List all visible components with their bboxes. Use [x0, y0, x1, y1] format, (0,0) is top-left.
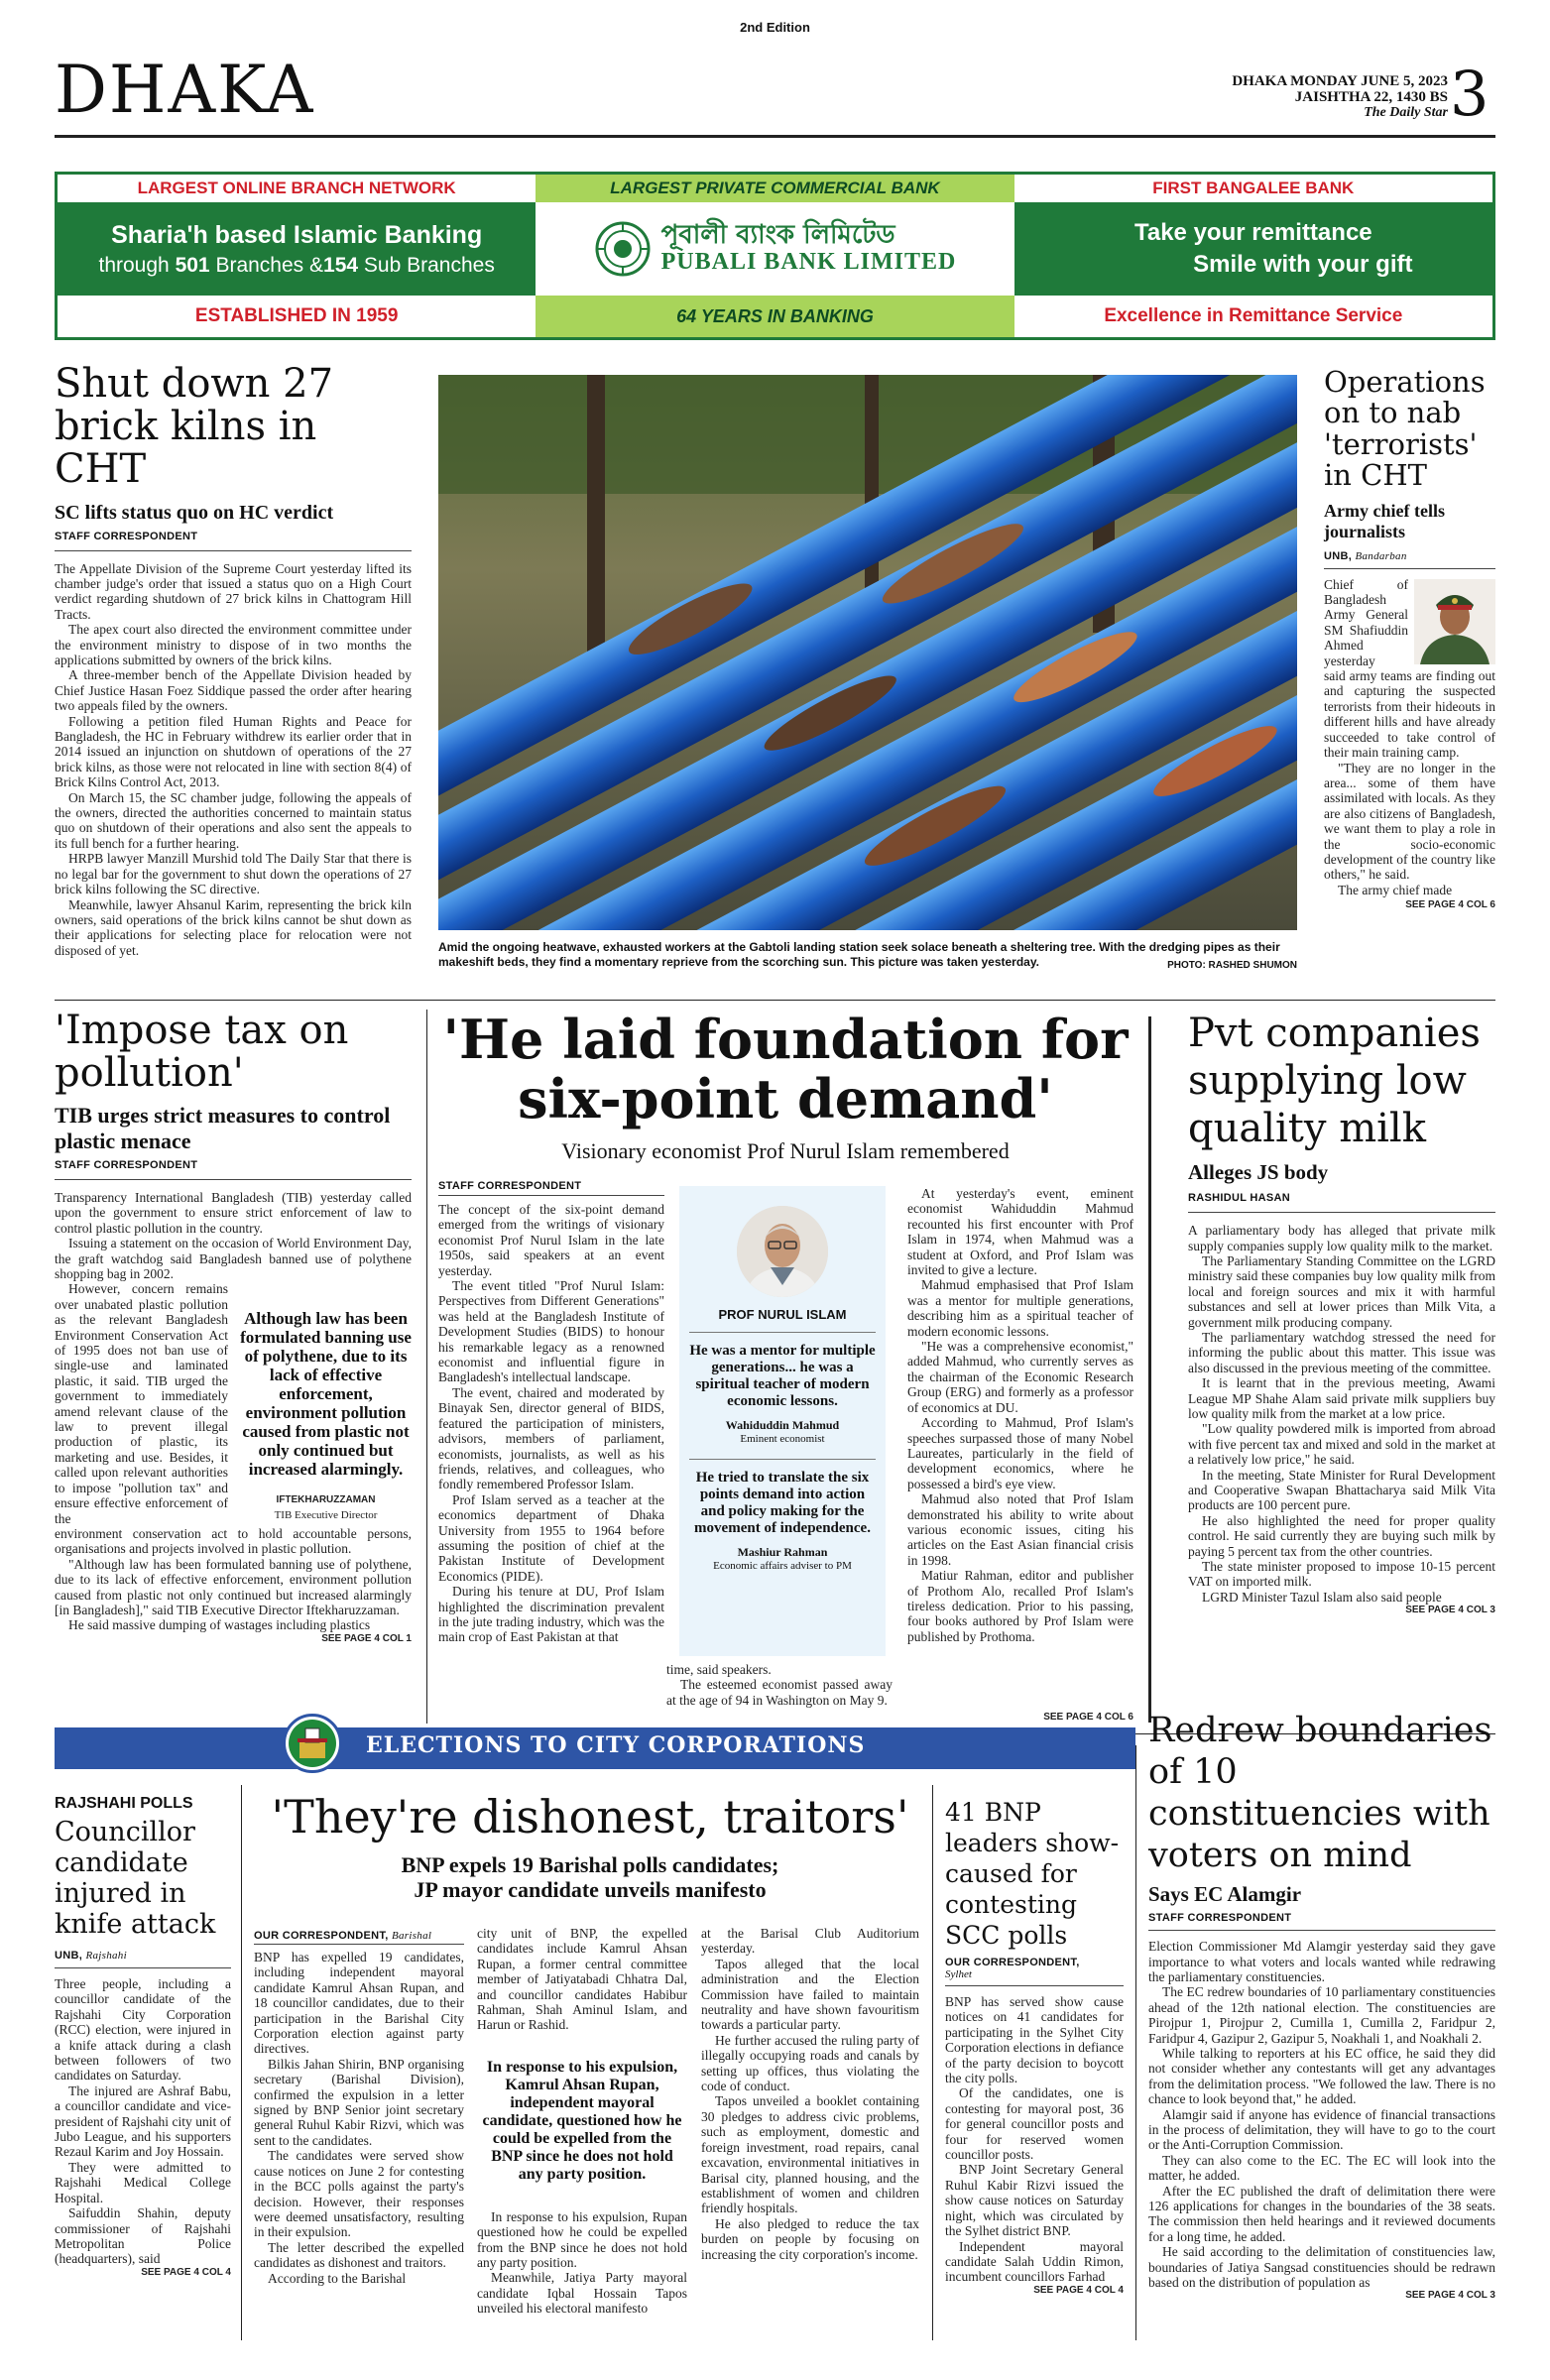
photo-caption: Amid the ongoing heatwave, exhausted workers at the Gabtoli landing station seek solace beneath a sheltering tree. With the dredging pipes as their makeshift beds, they find a momentary reprieve from the scorching sun. This picture was taken yesterday.	[438, 940, 1280, 969]
ec-continued[interactable]: SEE PAGE 4 COL 3	[1405, 2290, 1495, 2302]
scc-body: BNP has served show cause notices on 41 candidates for participating in the Sylhet City Corporation elections in defiance of the party decision to boycott the city polls. Of the candidates, one is contesting for mayoral post, 36 for general councillor posts and four for reserved women councillor posts. BNP Joint Secretary General Ruhul Kabir Rizvi issued the show cause notices on Saturday night, which was circulated by the Sylhet district BNP. Independent mayoral candidate Salah Uddin Rimon, incumbent councillors Farhad	[945, 1994, 1124, 2285]
scc-byline: OUR CORRESPONDENT,	[945, 1957, 1080, 1968]
ad-logo-bangla: পূবালী ব্যাংক লিমিটেড	[660, 219, 895, 250]
nurul-col3: At yesterday's event, eminent economist Wahiduddin Mahmud recounted his first encounter with Prof Islam in 1974, when Mahmud was a student at Oxford, and Prof Islam was invited to give a lecture. Mahmud emphasised that Prof Islam was a mentor for multiple generations, describing him as a spiritual teacher of modern economic lessons. "He was a comprehensive economist," added Mahmud, who currently serves as the chairman of the Economic Research Group (ERG) and formerly as a professor of economics at DU. According to Mahmud, Prof Islam's speeches surpassed those of many Nobel Laureates, particularly in the field of development economics, where he possessed a bird's eye view. Mahmud also noted that Prof Islam demonstrated his ability to write about various economic issues, citing his articles on the East Asian financial crisis in 1998. Matiur Rahman, editor and publisher of Prothom Alo, recalled Prof Islam's tireless dedication. Prior to his passing, four books authored by Prof Islam were published by Prothoma.	[907, 1186, 1133, 1644]
tib-deck: TIB urges strict measures to control plastic menace	[55, 1103, 391, 1153]
tib-narrow-column: However, concern remains over unabated plastic pollution as the relevant Bangladesh Environment Conservation Act of 1995 does not ban use of single-use and laminated plastic, it said. TIB urged the government to immediately amend relevant clause of the law to prevent illegal production of plastic, its marketing and use. Besides, it called upon relevant authorities to impose "pollution tax" and ensure effective enforcement of the	[55, 1281, 228, 1526]
dredging-pipes-image	[438, 375, 1297, 930]
photo-caption-block	[438, 940, 1297, 973]
ad-remittance-1: Take your remittance	[1133, 219, 1372, 246]
rajshahi-kicker: RAJSHAHI POLLS	[55, 1795, 193, 1812]
ad-top-left: LARGEST ONLINE BRANCH NETWORK	[137, 178, 456, 197]
milk-deck: Alleges JS body	[1188, 1160, 1329, 1184]
article-brick-kilns	[55, 363, 412, 958]
cht-body: Chief of Bangladesh Army General SM Shafiuddin Ahmed yesterday said army teams are finding out and capturing the suspected terrorists from their hideouts in different hills and have already succeeded to take control of their main training camp. "They are no longer in the area... some of them have assimilated with locals. As they are also citizens of Bangladesh, we want them to play a role in the socio-economic development of the country like others," he said. The army chief made	[1324, 576, 1495, 897]
ec-body: Election Commissioner Md Alamgir yesterday said they gave importance to what voters and locals wanted while redrawing the parliamentary constituencies. The EC redrew boundaries of 10 parliamentary constituencies ahead of the 12th national election. The constituencies are Pirojpur 1, Pirojpur 2, Cumilla 1, Cumilla 2, Faridpur 2, Faridpur 4, Gazipur 2, Gazipur 5, Noakhali 1, and Noakhali 2. While talking to reporters at his EC office, he said they did not consider whether any contestants will get any advantages from the delimitation process. "We followed the law. There is no chance to look beyond that," he added. Alamgir said if anyone has evidence of financial transactions in the process of delimitation, they will have to go to the court or the Anti-Corruption Commission. They can also come to the EC. The EC will look into the matter, he added. After the EC published the draft of delimitation there were 126 applications for changes in the boundaries of the 38 seats. The commission then held hearings and it reviewed documents for a long time, he added. He said according to the delimitation of constituencies law, boundaries of Jatiya Sangsad constituencies should be redrawn based on the distribution of population as	[1148, 1939, 1495, 2291]
ec-deck: Says EC Alamgir	[1148, 1882, 1302, 1906]
brick-deck: SC lifts status quo on HC verdict	[55, 501, 334, 524]
nurul-quote-box: PROF NURUL ISLAM He was a mentor for multiple generations... he was a spiritual teacher of modern economic lessons. Wahiduddin Mahmud Eminent economist He tried to translate the six points demand into action and policy making for the movement of independence. Mashiur Rahman Economic affairs adviser to PM	[679, 1186, 886, 1656]
scc-continued[interactable]: SEE PAGE 4 COL 4	[1033, 2284, 1124, 2296]
elections-label: ELECTIONS TO CITY CORPORATIONS	[366, 1732, 866, 1758]
barishal-headline[interactable]: 'They're dishonest, traitors'	[271, 1790, 909, 1844]
nurul-byline: STAFF CORRESPONDENT	[438, 1180, 582, 1192]
nurul-portrait-icon	[737, 1206, 828, 1297]
pubali-logo-icon	[594, 220, 652, 278]
tib-continued[interactable]: SEE PAGE 4 COL 1	[321, 1632, 412, 1644]
scc-location: Sylhet	[945, 1968, 972, 1980]
nurul-deck: Visionary economist Prof Nurul Islam remembered	[561, 1138, 1010, 1163]
ad-mid-right	[1014, 202, 1492, 296]
barishal-deck-1: BNP expels 19 Barishal polls candidates;	[401, 1851, 779, 1877]
nurul-col2-tail: time, said speakers. The esteemed economist passed away at the age of 94 in Washington on May 9.	[666, 1662, 893, 1708]
article-rajshahi	[55, 1795, 231, 2278]
tib-pull-quote: Although law has been formulated banning use of polythene, due to its lack of effective enforcement, environment pollution caused from plastic not only continued but increased alarmingly. IFTEKHARUZZAMAN TIB Executive Director	[240, 1309, 412, 1521]
rajshahi-byline: UNB, Rajshahi	[55, 1950, 127, 1962]
photo-credit: PHOTO: RASHED SHUMON	[1167, 960, 1297, 971]
masthead-rule	[55, 135, 1495, 138]
ad-branches: through 501 Branches &154 Sub Branches	[98, 253, 495, 277]
ad-remittance-2: Smile with your gift	[1193, 251, 1413, 278]
cht-continued[interactable]: SEE PAGE 4 COL 6	[1405, 899, 1495, 911]
ad-top-row	[58, 175, 1492, 202]
ec-headline[interactable]: Redrew boundaries of 10 constituencies with voters on mind	[1148, 1711, 1492, 1875]
ad-mid-row	[58, 202, 1492, 296]
pubali-bank-ad[interactable]	[55, 172, 1495, 340]
ad-logo-english: PUBALI BANK LIMITED	[660, 249, 957, 276]
rajshahi-continued[interactable]: SEE PAGE 4 COL 4	[141, 2266, 231, 2278]
article-ec	[1148, 1710, 1495, 2301]
nurul-col1: The concept of the six-point demand emerged from the writings of visionary economist Prof Nurul Islam in the late 1950s, said speakers at an event yesterday. The event titled "Prof Nurul Islam: Perspectives from Different Generations" was held at the Bangladesh Institute of Development Studies (BIDS) to honour his remarkable legacy as a renowned economist and influential figure in Bangladesh's intellectual landscape. The event, chaired and moderated by Binayak Sen, director general of BIDS, featured the participation of ministers, advisors, members of parliament, economists, journalists, as well as his friends, relatives, and colleagues, who fondly remembered Professor Islam. Prof Islam served as a teacher at the economics department of Dhaka University from 1955 to 1964 before assuming the position of chief at the Pakistan Institute of Development Economics (PIDE). During his tenure at DU, Prof Islam highlighted the discrimination prevalent in the jute trading industry, which was the main crop of East Pakistan at that	[438, 1202, 664, 1645]
ballot-box-icon	[283, 1714, 342, 1773]
article-barishal-head	[254, 1790, 926, 1902]
ad-mid-left	[58, 202, 536, 296]
article-nurul-islam-head	[438, 1010, 1133, 1164]
date-block	[1170, 73, 1448, 121]
ad-islamic-banking: Sharia'h based Islamic Banking	[111, 220, 483, 249]
article-scc	[945, 1797, 1124, 2296]
ec-byline: STAFF CORRESPONDENT	[1148, 1912, 1292, 1925]
barishal-byline: OUR CORRESPONDENT, Barishal	[254, 1930, 432, 1942]
nurul-continued[interactable]: SEE PAGE 4 COL 6	[1043, 1712, 1133, 1723]
brick-body: The Appellate Division of the Supreme Court yesterday lifted its chamber judge's order that issued a status quo on a High Court verdict regarding shutdown of 27 brick kilns in Chattogram Hill Tracts. The apex court also directed the environment committee under the environment ministry to dispose of in two months the applications submitted by owners of the brick kilns. A three-member bench of the Appellate Division headed by Chief Justice Hasan Foez Siddique passed the order after hearing two appeals filed by the owners. Following a petition filed Human Rights and Peace for Bangladesh, the HC in February withdrew its earlier order that in 2014 issued an injunction on shutdown of operations of the 27 brick kilns, as those were not relocated in line with section 8(4) of Brick Kilns Control Act, 2013. On March 15, the SC chamber judge, following the appeals of the owners, directed the authorities concerned to maintain status quo on shutdown of their operations and also sent the appeals to its full bench for a further hearing. HRPB lawyer Manzill Murshid told The Daily Star that there is no legal bar for the government to shut down the operations of 27 brick kilns following the SC directive. Meanwhile, lawyer Ahsanul Karim, representing the brick kiln owners, said operations of the brick kilns cannot be shut down as their applications for selecting place for relocation were not disposed of yet.	[55, 560, 412, 958]
edition-label: 2nd Edition	[740, 20, 810, 35]
barishal-deck-2: JP mayor candidate unveils manifesto	[414, 1876, 767, 1902]
cht-deck: Army chief tells journalists	[1324, 501, 1445, 541]
barishal-pull-quote: In response to his expulsion, Kamrul Ahsan Rupan, independent mayoral candidate, questioned how he could be expelled from the BNP since he does not hold any party position.	[482, 2058, 682, 2183]
article-tib	[55, 1010, 412, 1644]
barishal-col1: BNP has expelled 19 candidates, including independent mayoral candidate Kamrul Ahsan Rupan, and 18 councillor candidates, due to their participation in the Barishal City Corporation election against party directives. Bilkis Jahan Shirin, BNP organising secretary (Barishal Division), confirmed the expulsion in a letter signed by BNP Senior joint secretary general Ruhul Kabir Rizvi, which was sent to the candidates. The candidates were served show cause notices on June 2 for contesting in the BCC polls against the party's decision. However, their responses were deemed unsatisfactory, resulting in their expulsion. The letter described the expelled candidates as dishonest and traitors. According to the Barishal	[254, 1950, 464, 2286]
ad-years: 64 YEARS IN BANKING	[536, 296, 1013, 337]
ad-excellence: Excellence in Remittance Service	[1104, 305, 1403, 326]
tib-headline[interactable]: 'Impose tax on pollution'	[55, 1008, 349, 1097]
nurul-portrait	[737, 1206, 828, 1297]
milk-byline: RASHIDUL HASAN	[1188, 1192, 1291, 1205]
tib-body: Transparency International Bangladesh (TIB) yesterday called upon the government to ensure strict enforcement of law to control plastic pollution in the country. Issuing a statement on the occasion of World Environment Day, the graft watchdog said Bangladesh banned use of polythene shopping bag in 2002. However, concern remains over unabated plastic pollution as the relevant Bangladesh Environment Conservation Act of 1995 does not ban use of single-use and laminated plastic, it said. TIB urged the government to immediately amend relevant clause of the law to prevent illegal production of plastic, its marketing and use. Besides, it called upon relevant authorities to impose "pollution tax" and ensure effective enforcement of the Although law has been formulated banning use of polythene, due to its lack of effective enforcement, environment pollution caused from plastic not only continued but increased alarmingly. IFTEKHARUZZAMAN TIB Executive Director environment conservation act to hold accountable persons, organisations and projects involved in plastic pollution. "Although law has been formulated banning use of polythene, due to its lack of effective enforcement, environment pollution caused from plastic not only continued but increased alarmingly [in Bangladesh]," said TIB Executive Director Iftekharuzzaman. He said massive dumping of wastages including plastics	[55, 1189, 412, 1633]
army-chief-portrait	[1414, 579, 1495, 664]
nurul-portrait-caption: PROF NURUL ISLAM	[718, 1307, 847, 1322]
heatwave-photo[interactable]	[438, 375, 1297, 930]
milk-body: A parliamentary body has alleged that private milk supply companies supply low quality milk to the market. The Parliamentary Standing Committee on the LGRD ministry said these companies buy low quality milk from local and foreign sources and mix it with harmful substances and sell at lower prices than Milk Vita, a government milk producing company. The parliamentary watchdog stressed the need for informing the public about this matter. This issue was also discussed in the previous meeting of the committee. It is learnt that in the previous meeting, Awami League MP Shahe Alam said private milk suppliers buy low quality milk from the market at a low price. "Low quality powdered milk is imported from abroad with five percent tax and mixed and sold in the market at a relatively low price," he said. In the meeting, State Minister for Rural Development and Cooperative Swapan Bhattacharya said Milk Vita products are 100 percent pure. He also highlighted the need for proper quality control. He said currently they are buying such milk by paying 5 percent tax from the other countries. The state minister proposed to impose 10-15 percent VAT on imported milk. LGRD Minister Tazul Islam also said people	[1188, 1223, 1495, 1605]
rajshahi-headline[interactable]: Councillor candidate injured in knife attack	[55, 1817, 216, 1940]
barishal-col3: at the Barisal Club Auditorium yesterday. Tapos alleged that the local administration and the Election Commission have failed to maintain neutrality and have shown favouritism towards a particular party. He further accused the ruling party of illegally occupying roads and canals by setting up offices, thus violating the code of conduct. Tapos unveiled a booklet containing 30 pledges to address civic problems, such as employment, domestic and foreign investment, road repairs, canal excavation, environmental initiatives in Barisal city, planned housing, and the establishment of women and children friendly hospitals. He also pledged to reduce the tax burden on people by focusing on increasing the city corporation's income.	[701, 1926, 919, 2262]
ad-logo	[536, 202, 1013, 296]
cht-byline: UNB, Bandarban	[1324, 549, 1407, 562]
article-cht	[1324, 367, 1495, 910]
nurul-quote-2: He tried to translate the six points demand into action and policy making for the movement of independence.	[694, 1470, 871, 1536]
nurul-headline[interactable]: 'He laid foundation for six-point demand'	[442, 1008, 1129, 1130]
tib-byline: STAFF CORRESPONDENT	[55, 1158, 198, 1171]
section-title: DHAKA	[55, 52, 315, 128]
article-milk	[1188, 1010, 1495, 1615]
ad-top-right: FIRST BANGALEE BANK	[1152, 178, 1355, 197]
cht-headline[interactable]: Operations on to nab 'terrorists' in CHT	[1324, 365, 1486, 492]
brick-headline[interactable]: Shut down 27 brick kilns in CHT	[55, 361, 334, 493]
barishal-col2: city unit of BNP, the expelled candidates include Kamrul Ahsan Rupan, a former central committee member of Jatiyatabadi Chhatra Dal, and councillor candidates Habibur Rahman, Shah Aminul Islam, and Harun or Rashid. In response to his expulsion, Kamrul Ahsan Rupan, independent mayoral candidate, questioned how he could be expelled from the BNP since he does not hold any party position. In response to his expulsion, Rupan questioned how he could be expelled from the BNP since he does not hold any party position. Meanwhile, Jatiya Party mayoral candidate Iqbal Hossain Tapos unveiled his electoral manifesto	[477, 1926, 687, 2317]
elections-bar	[55, 1708, 1135, 1769]
brick-byline: STAFF CORRESPONDENT	[55, 530, 198, 542]
army-chief-portrait-icon	[1414, 579, 1495, 664]
ad-bottom-row	[58, 296, 1492, 337]
ad-established: ESTABLISHED IN 1959	[194, 305, 399, 326]
page-number: 3	[1450, 58, 1490, 130]
milk-headline[interactable]: Pvt companies supplying low quality milk	[1188, 1011, 1481, 1151]
paper-name: The Daily Star	[1364, 105, 1448, 120]
rajshahi-body: Three people, including a councillor candidate of the Rajshahi City Corporation (RCC) election, were injured in a knife attack during a clash between followers of two candidates on Saturday. The injured are Ashraf Babu, a councillor candidate and vice-president of Rajshahi city unit of Jubo League, and his supporters Rezaul Karim and Joy Hossain. They were admitted to Rajshahi Medical College Hospital. Saifuddin Shahin, deputy commissioner of Rajshahi Metropolitan Police (headquarters), said	[55, 1976, 231, 2267]
scc-headline[interactable]: 41 BNP leaders show-caused for contesting SCC polls	[945, 1798, 1120, 1950]
milk-continued[interactable]: SEE PAGE 4 COL 3	[1405, 1605, 1495, 1616]
nurul-quote-1: He was a mentor for multiple generations... he was a spiritual teacher of modern economic lessons.	[689, 1343, 876, 1409]
ad-top-mid: LARGEST PRIVATE COMMERCIAL BANK	[536, 175, 1013, 202]
date-line-2: JAISHTHA 22, 1430 BS	[1294, 89, 1448, 105]
date-line-1: DHAKA MONDAY JUNE 5, 2023	[1232, 73, 1448, 89]
